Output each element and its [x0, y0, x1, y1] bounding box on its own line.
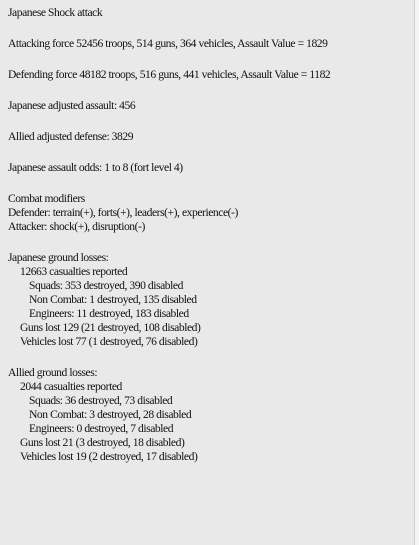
- defending-force-line: Defending force 48182 troops, 516 guns, 441 vehicles, Assault Value = 1182: [8, 68, 331, 81]
- japanese-engineers: Engineers: 11 destroyed, 183 disabled: [29, 307, 189, 320]
- japanese-adjusted-assault: Japanese adjusted assault: 456: [8, 99, 136, 112]
- japanese-guns: Guns lost 129 (21 destroyed, 108 disabled): [20, 321, 201, 334]
- allied-casualties: 2044 casualties reported: [20, 380, 122, 393]
- allied-adjusted-defense: Allied adjusted defense: 3829: [8, 130, 134, 143]
- allied-losses-heading: Allied ground losses:: [8, 366, 98, 379]
- spacer: [8, 113, 415, 130]
- allied-vehicles: Vehicles lost 19 (2 destroyed, 17 disabled): [20, 450, 198, 463]
- japanese-vehicles: Vehicles lost 77 (1 destroyed, 76 disabled): [20, 335, 198, 348]
- spacer: [8, 234, 415, 251]
- spacer: [8, 82, 415, 99]
- window-edge: [414, 0, 419, 545]
- spacer: [8, 349, 415, 366]
- report-title: Japanese Shock attack: [8, 6, 103, 19]
- spacer: [8, 175, 415, 192]
- allied-engineers: Engineers: 0 destroyed, 7 disabled: [29, 422, 174, 435]
- spacer: [8, 20, 415, 37]
- modifiers-heading: Combat modifiers: [8, 192, 85, 205]
- allied-squads: Squads: 36 destroyed, 73 disabled: [29, 394, 173, 407]
- japanese-losses-heading: Japanese ground losses:: [8, 251, 109, 264]
- japanese-casualties: 12663 casualties reported: [20, 265, 128, 278]
- spacer: [8, 51, 415, 68]
- attacker-modifiers: Attacker: shock(+), disruption(-): [8, 220, 145, 233]
- defender-modifiers: Defender: terrain(+), forts(+), leaders(+), experience(-): [8, 206, 238, 219]
- allied-guns: Guns lost 21 (3 destroyed, 18 disabled): [20, 436, 185, 449]
- japanese-squads: Squads: 353 destroyed, 390 disabled: [29, 279, 183, 292]
- attacking-force-line: Attacking force 52456 troops, 514 guns, 364 vehicles, Assault Value = 1829: [8, 37, 328, 50]
- spacer: [8, 144, 415, 161]
- assault-odds: Japanese assault odds: 1 to 8 (fort level 4): [8, 161, 183, 174]
- japanese-non-combat: Non Combat: 1 destroyed, 135 disabled: [29, 293, 197, 306]
- allied-non-combat: Non Combat: 3 destroyed, 28 disabled: [29, 408, 192, 421]
